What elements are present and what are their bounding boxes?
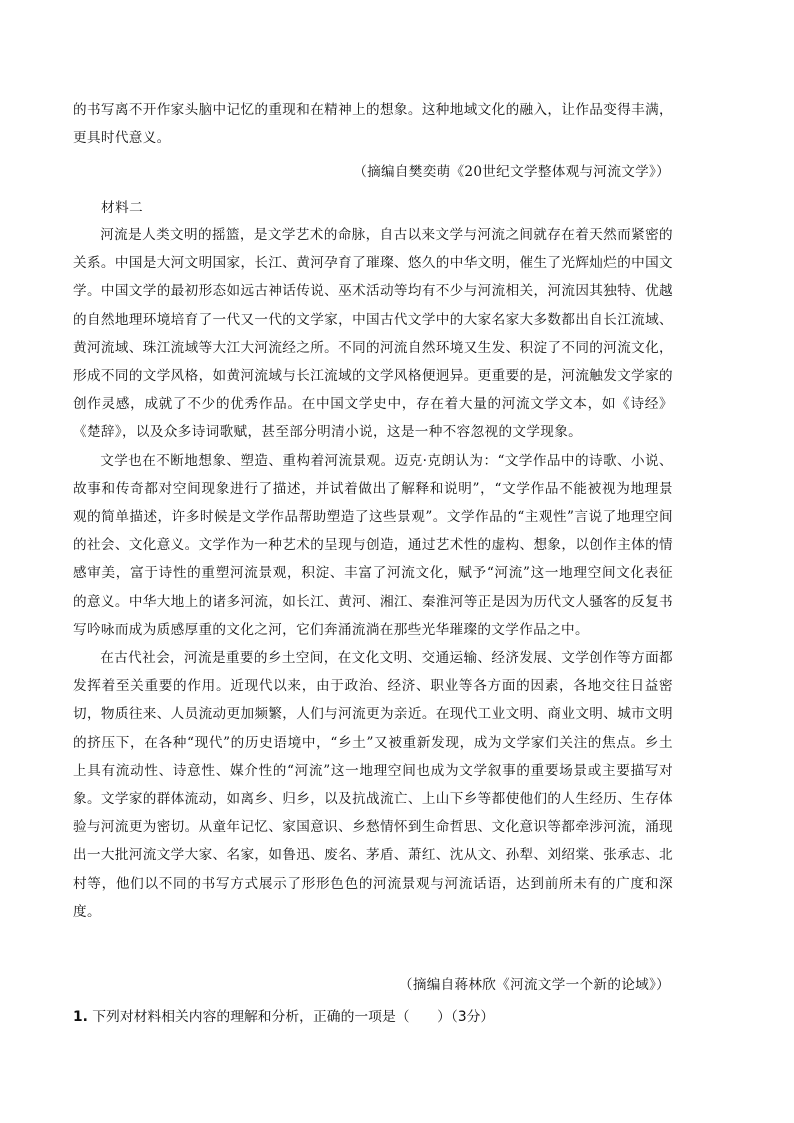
intro-source-citation: （摘编自樊奕萌《20世纪文学整体观与河流文学》）: [353, 164, 670, 180]
material2-paragraph-1: 河流是人类文明的摇篮，是文学艺术的命脉，自古以来文学与河流之间就存在着天然而紧密的关系。中国是大河文明国家，长江、黄河孕育了璀璨、悠久的中华文明，催生了光辉灿烂的中国文学。中国文学的最初形态如远古神话传说、巫术活动等均有不少与河流相关，河流因其独特、优越的自然地理环境培育了一代又一代的文学家，中国古代文学中的大家名家大多数都出自长江流域、黄河流域、珠江流域等大江大河流经之所。不同的河流自然环境又生发、积淀了不同的河流文化，形成不同的文学风格，如黄河流域与长江流域的文学风格便迥异。更重要的是，河流触发文学家的创作灵感，成就了不少的优秀作品。在中国文学史中，存在着大量的河流文学文本，如《诗经》《楚辞》，以及众多诗词歌赋，甚至部分明清小说，这是一种不容忽视的文学现象。: [73, 227, 673, 441]
material2-heading: 材料二: [101, 200, 144, 216]
material2-body: [73, 221, 673, 926]
question-text: 下列对材料相关内容的理解和分析，正确的一项是（ ）（3分）: [92, 1009, 495, 1025]
material2-source-citation: （摘编自蒋林欣《河流文学一个新的论域》）: [398, 977, 670, 993]
material2-paragraph-2: 文学也在不断地想象、塑造、重构着河流景观。迈克·克朗认为：“文学作品中的诗歌、小说、故事和传奇都对空间现象进行了描述，并试着做出了解释和说明”，“文学作品不能被视为地理景观的简单描述，许多时候是文学作品帮助塑造了这些景观”。文学作品的“主观性”言说了地理空间的社会、文化意义。文学作为一种艺术的呈现与创造，通过艺术性的虚构、想象，以创作主体的情感审美，富于诗性的重塑河流景观，积淀、丰富了河流文化，赋予“河流”这一地理空间文化表征的意义。中华大地上的诸多河流，如长江、黄河、湘江、秦淮河等正是因为历代文人骚客的反复书写吟咏而成为质感厚重的文化之河，它们奔涌流淌在那些光华璀璨的文学作品之中。: [73, 452, 673, 638]
material2-paragraph-3: 在古代社会，河流是重要的乡土空间，在文化文明、交通运输、经济发展、文学创作等方面都发挥着至关重要的作用。近现代以来，由于政治、经济、职业等各方面的因素，各地交往日益密切，物质往来、人员流动更加频繁，人们与河流更为亲近。在现代工业文明、商业文明、城市文明的挤压下，在各种“现代”的历史语境中，“乡土”又被重新发现，成为文学家们关注的焦点。乡土上具有流动性、诗意性、媒介性的“河流”这一地理空间也成为文学叙事的重要场景或主要描写对象。文学家的群体流动，如离乡、归乡，以及抗战流亡、上山下乡等都使他们的人生经历、生存体验与河流更为密切。从童年记忆、家国意识、乡愁情怀到生命哲思、文化意识等都牵涉河流，涌现出一大批河流文学大家、名家，如鲁迅、废名、茅盾、萧红、沈从文、孙犁、刘绍棠、张承志、北村等，他们以不同的书写方式展示了形形色色的河流景观与河流话语，达到前所未有的广度和深度。: [73, 650, 673, 920]
question-1: [73, 1005, 494, 1025]
intro-paragraph: 的书写离不开作家头脑中记忆的重现和在精神上的想象。这种地域文化的融入，让作品变得丰满，更具时代意义。: [73, 102, 673, 147]
question-number: 1.: [73, 1009, 88, 1025]
